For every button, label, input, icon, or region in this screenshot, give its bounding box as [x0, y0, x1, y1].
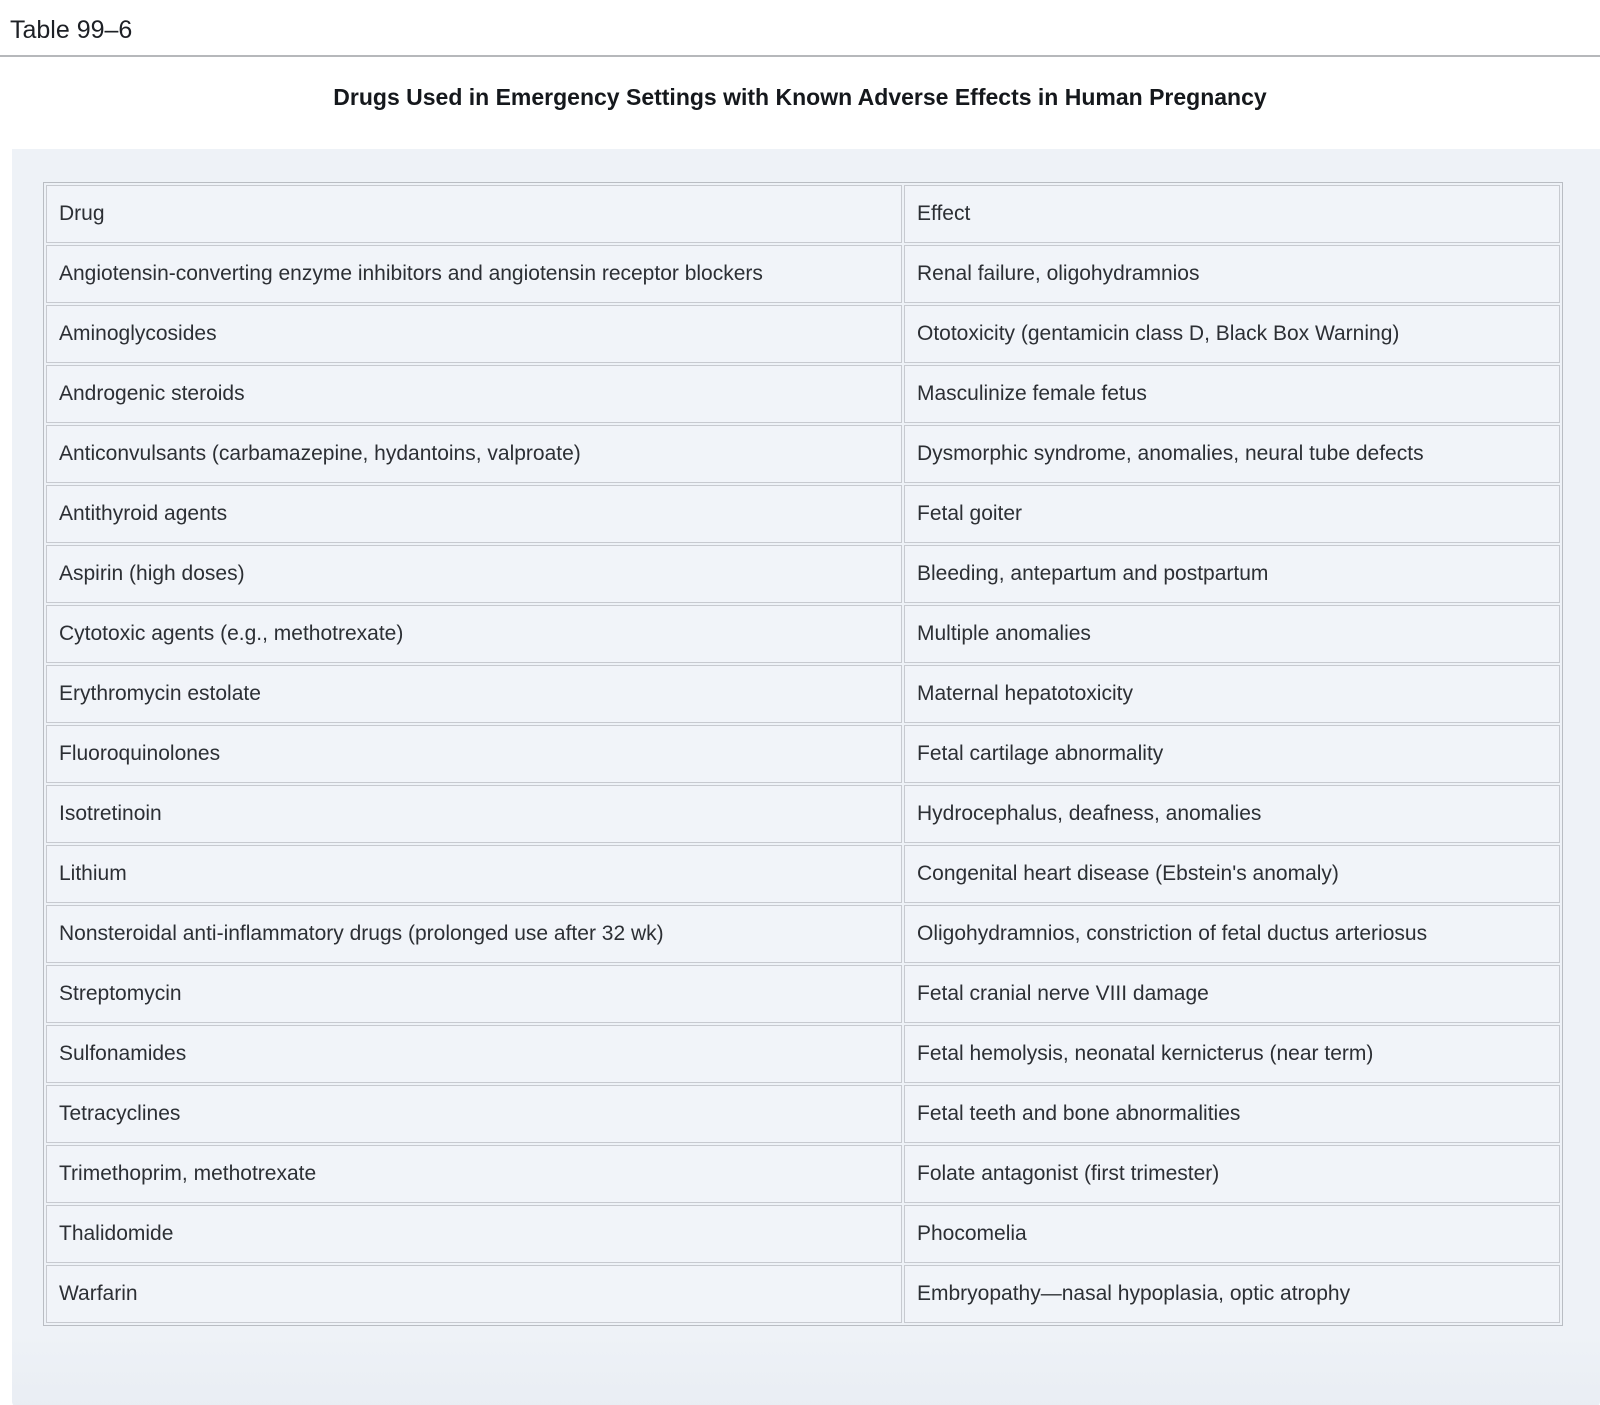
table-row [46, 1085, 1560, 1143]
effect-cell: Masculinize female fetus [904, 365, 1560, 423]
drug-cell: Thalidomide [46, 1205, 902, 1263]
drug-cell: Fluoroquinolones [46, 725, 902, 783]
effect-cell: Hydrocephalus, deafness, anomalies [904, 785, 1560, 843]
effect-cell: Fetal cranial nerve VIII damage [904, 965, 1560, 1023]
table-label: Table 99–6 [10, 16, 133, 44]
header-row [46, 185, 1560, 243]
table-row [46, 905, 1560, 963]
table-row [46, 305, 1560, 363]
table-row [46, 1145, 1560, 1203]
drug-cell: Tetracyclines [46, 1085, 902, 1143]
effect-column-header: Effect [904, 185, 1560, 243]
drug-cell: Androgenic steroids [46, 365, 902, 423]
table-body [46, 245, 1560, 1323]
drug-cell: Isotretinoin [46, 785, 902, 843]
effect-cell: Congenital heart disease (Ebstein's anomaly) [904, 845, 1560, 903]
drug-cell: Lithium [46, 845, 902, 903]
divider [0, 55, 1600, 57]
effect-cell: Maternal hepatotoxicity [904, 665, 1560, 723]
effect-cell: Renal failure, oligohydramnios [904, 245, 1560, 303]
effect-cell: Ototoxicity (gentamicin class D, Black Box Warning) [904, 305, 1560, 363]
table-row [46, 1265, 1560, 1323]
drug-cell: Aminoglycosides [46, 305, 902, 363]
table-row [46, 965, 1560, 1023]
table-panel [12, 149, 1600, 1405]
effect-cell: Dysmorphic syndrome, anomalies, neural tube defects [904, 425, 1560, 483]
effect-cell: Fetal hemolysis, neonatal kernicterus (near term) [904, 1025, 1560, 1083]
drug-cell: Cytotoxic agents (e.g., methotrexate) [46, 605, 902, 663]
drug-cell: Erythromycin estolate [46, 665, 902, 723]
effect-cell: Fetal cartilage abnormality [904, 725, 1560, 783]
table-row [46, 665, 1560, 723]
effect-cell: Fetal teeth and bone abnormalities [904, 1085, 1560, 1143]
effect-cell: Phocomelia [904, 1205, 1560, 1263]
table-row [46, 1205, 1560, 1263]
effect-cell: Multiple anomalies [904, 605, 1560, 663]
drug-cell: Trimethoprim, methotrexate [46, 1145, 902, 1203]
effect-cell: Fetal goiter [904, 485, 1560, 543]
table-row [46, 365, 1560, 423]
effect-cell: Embryopathy—nasal hypoplasia, optic atrophy [904, 1265, 1560, 1323]
table-row [46, 845, 1560, 903]
table-row [46, 725, 1560, 783]
table-title: Drugs Used in Emergency Settings with Known Adverse Effects in Human Pregnancy [333, 84, 1267, 110]
table-wrap [43, 182, 1563, 1326]
drug-cell: Aspirin (high doses) [46, 545, 902, 603]
effect-cell: Bleeding, antepartum and postpartum [904, 545, 1560, 603]
drug-cell: Warfarin [46, 1265, 902, 1323]
drug-cell: Angiotensin-converting enzyme inhibitors and angiotensin receptor blockers [46, 245, 902, 303]
table-row [46, 245, 1560, 303]
drug-cell: Streptomycin [46, 965, 902, 1023]
drug-effects-table [44, 183, 1562, 1325]
table-row [46, 485, 1560, 543]
effect-cell: Oligohydramnios, constriction of fetal ductus arteriosus [904, 905, 1560, 963]
table-row [46, 545, 1560, 603]
drug-cell: Nonsteroidal anti-inflammatory drugs (prolonged use after 32 wk) [46, 905, 902, 963]
drug-column-header: Drug [46, 185, 902, 243]
effect-cell: Folate antagonist (first trimester) [904, 1145, 1560, 1203]
drug-cell: Anticonvulsants (carbamazepine, hydantoins, valproate) [46, 425, 902, 483]
table-row [46, 1025, 1560, 1083]
table-row [46, 785, 1560, 843]
table-row [46, 605, 1560, 663]
drug-cell: Sulfonamides [46, 1025, 902, 1083]
table-row [46, 425, 1560, 483]
drug-cell: Antithyroid agents [46, 485, 902, 543]
